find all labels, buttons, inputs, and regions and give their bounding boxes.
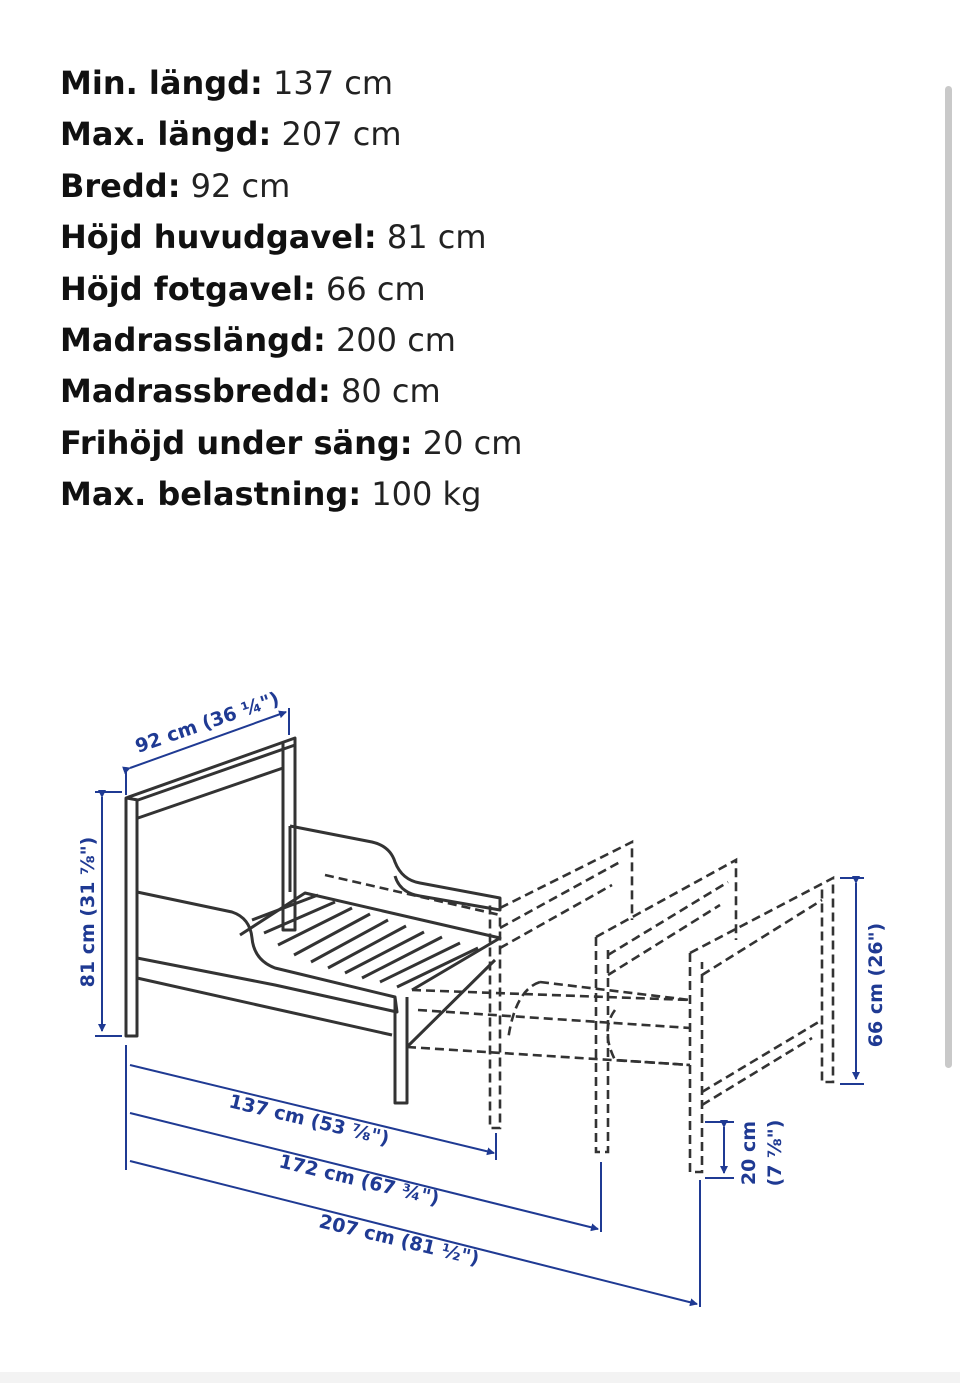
spec-headboard-height — [60, 212, 880, 263]
clearance-cm-label: 20 cm — [738, 1120, 760, 1186]
max-length-dimension-label: 207 cm (81 ½") — [316, 1210, 482, 1271]
spec-label: Max. längd: — [60, 115, 272, 154]
spec-mattress-length — [60, 315, 880, 366]
spec-value: 200 cm — [325, 320, 456, 359]
spec-value: 81 cm — [376, 218, 487, 257]
spec-label: Frihöjd under säng: — [60, 423, 413, 462]
dimension-lines — [95, 708, 864, 1307]
spec-value: 20 cm — [412, 423, 523, 462]
spec-value: 66 cm — [315, 269, 426, 308]
spec-value: 100 kg — [361, 475, 482, 514]
bed-slats — [252, 895, 478, 987]
spec-max-load — [60, 469, 880, 520]
spec-value: 80 cm — [330, 372, 441, 411]
spec-max-length — [60, 109, 880, 160]
spec-label: Höjd huvudgavel: — [60, 218, 377, 257]
spec-value: 137 cm — [262, 64, 394, 102]
spec-min-length — [60, 58, 880, 109]
headboard-height-dimension-label: 81 cm (31 ⅞") — [77, 836, 99, 988]
spec-label: Höjd fotgavel: — [60, 269, 316, 308]
width-dimension-label: 92 cm (36 ¼") — [132, 687, 283, 758]
spec-width — [60, 161, 880, 212]
footboard-height-dimension-label: 66 cm (26") — [865, 922, 887, 1048]
min-length-dimension-label: 137 cm (53 ⅞") — [226, 1090, 392, 1151]
spec-label: Bredd: — [60, 166, 181, 205]
spec-clearance — [60, 418, 880, 469]
spec-value: 92 cm — [180, 166, 291, 205]
spec-label: Madrassbredd: — [60, 372, 331, 411]
mid-length-dimension-label: 172 cm (67 ¾") — [276, 1150, 442, 1211]
spec-label: Min. längd: — [60, 64, 263, 102]
spec-mattress-width — [60, 366, 880, 417]
bed-dimension-diagram — [0, 680, 960, 1383]
bed-drawing — [0, 680, 960, 1383]
spec-value: 207 cm — [271, 115, 402, 154]
bottom-edge — [0, 1372, 960, 1383]
clearance-in-label: (7 ⅞") — [764, 1119, 786, 1187]
spec-label: Madrasslängd: — [60, 320, 326, 359]
product-dimensions-list — [60, 58, 880, 521]
spec-label: Max. belastning: — [60, 475, 362, 514]
spec-footboard-height — [60, 264, 880, 315]
